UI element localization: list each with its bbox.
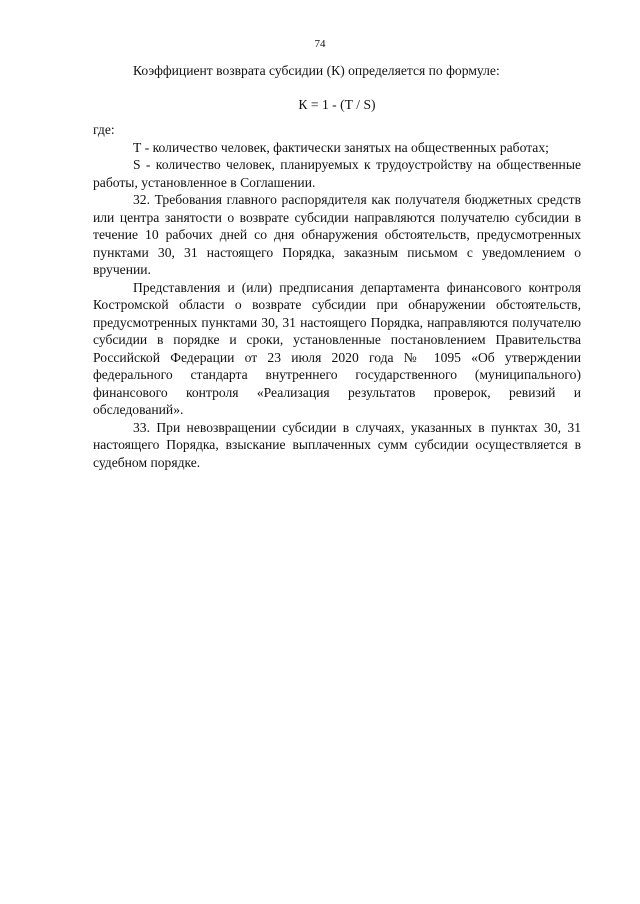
definition-s: S - количество человек, планируемых к трудоустройству на общественные работы, установленное в Соглашении. <box>93 157 581 190</box>
definition-t: Т - количество человек, фактически занятых на общественных работах; <box>133 139 549 155</box>
paragraph-33: 33. При невозвращении субсидии в случаях, указанных в пунктах 30, 31 настоящего Порядка, взыскание выплаченных сумм субсидии осуществляется в судебном порядке. <box>93 419 581 470</box>
formula: К = 1 - (Т / S) <box>298 96 376 112</box>
page-number: 74 <box>314 38 326 50</box>
formula-intro: Коэффициент возврата субсидии (К) определяется по формуле: <box>133 63 500 78</box>
document-body <box>93 62 581 471</box>
where-label: где: <box>93 122 115 137</box>
paragraph-representations: Представления и (или) предписания департамента финансового контроля Костромской области о возврате субсидии при обнаружении обстоятельств, предусмотренных пунктами 30, 31 настоящего Порядка, направляются получателю субсидии в порядке и сроки, установленные постановлением Правительства Российской Федерации от 23 июля 2020 года № 1095 «Об утверждении федерального стандарта внутреннего государственного (муниципального) финансового контроля «Реализация результатов проверок, ревизий и обследований». <box>93 279 581 417</box>
paragraph-32: 32. Требования главного распорядителя как получателя бюджетных средств или центра занятости о возврате субсидии направляются получателю субсидии в течение 10 рабочих дней со дня обнаружения обстоятельств, предусмотренных пунктами 30, 31 настоящего Порядка, заказным письмом с уведомлением о вручении. <box>93 192 581 277</box>
